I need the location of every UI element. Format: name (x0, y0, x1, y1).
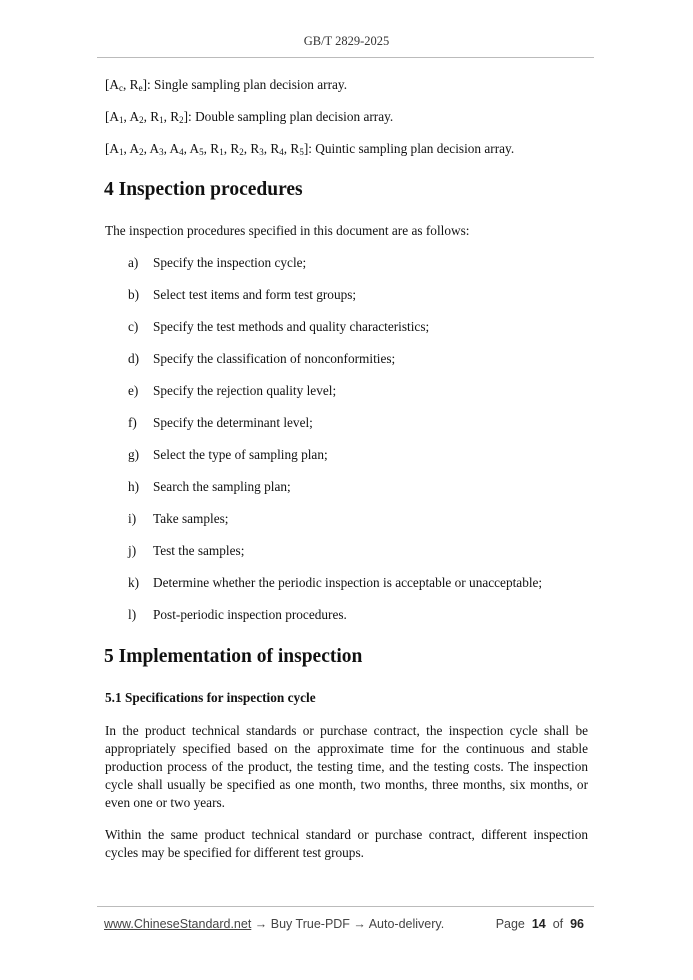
list-item: Determine whether the periodic inspection is acceptable or unacceptable; (153, 575, 543, 590)
list-item-marker: d) (128, 351, 140, 366)
subscript: 1 (119, 147, 124, 157)
subscript: 5 (199, 147, 204, 157)
section-5-1-heading: 5.1 Specifications for inspection cycle (105, 690, 316, 705)
text: ]: Single sampling plan decision array. (142, 77, 348, 92)
single-array-definition (105, 77, 347, 93)
text: ]: Quintic sampling plan decision array. (303, 141, 515, 156)
text: , A (123, 141, 140, 156)
list-item-marker: c) (128, 319, 139, 334)
list-item-marker: k) (128, 575, 140, 590)
list-item: Specify the classification of nonconformities; (153, 351, 396, 366)
list-item: Test the samples; (153, 543, 245, 558)
subscript: 1 (119, 115, 124, 125)
list-item: Search the sampling plan; (153, 479, 291, 494)
text: ]: Double sampling plan decision array. (183, 109, 394, 124)
list-item-marker: h) (128, 479, 140, 494)
list-item-marker: f) (128, 415, 137, 430)
quintic-array-definition (105, 141, 514, 157)
page-footer (104, 917, 584, 931)
text: , A (143, 141, 160, 156)
footer-divider (97, 906, 594, 907)
text: [A (105, 141, 120, 156)
subscript: c (119, 83, 124, 93)
test-groups-paragraph: Within the same product technical standard or purchase contract, different inspection cycles may be specified for different test groups. (105, 827, 588, 860)
list-item: Specify the test methods and quality characteristics; (153, 319, 430, 334)
section-5-heading: 5 Implementation of inspection (104, 646, 363, 667)
list-item-marker: a) (128, 255, 139, 270)
section-4-intro: The inspection procedures specified in this document are as follows: (105, 223, 470, 238)
subscript: 2 (139, 147, 144, 157)
text: , A (123, 109, 140, 124)
text: , R (163, 109, 180, 124)
list-item: Specify the inspection cycle; (153, 255, 307, 270)
list-item: Specify the determinant level; (153, 415, 313, 430)
subscript: 3 (259, 147, 264, 157)
current-page-number: 14 (531, 917, 546, 931)
text: , R (143, 109, 160, 124)
page-indicator (496, 917, 584, 931)
subscript: 2 (179, 115, 184, 125)
website-link[interactable]: www.ChineseStandard.net (104, 917, 252, 931)
subscript: 5 (299, 147, 304, 157)
text: , R (123, 77, 139, 92)
list-item: Take samples; (153, 511, 229, 526)
subscript: e (138, 83, 143, 93)
total-pages-number: 96 (570, 917, 584, 931)
list-item: Select the type of sampling plan; (153, 447, 328, 462)
list-item-marker: i) (128, 511, 137, 526)
text: , R (283, 141, 300, 156)
subscript: 1 (219, 147, 224, 157)
page-label: Page (495, 917, 525, 931)
text: , R (263, 141, 280, 156)
list-item-marker: l) (128, 607, 137, 622)
inspection-cycle-paragraph: In the product technical standards or purchase contract, the inspection cycle shall be appropriately specified based on the approximate time for the continuous and stable production process of the product, the testing time, and the testing costs. The inspection cycle shall usually be specified as one month, two months, three months, six months, or even one or two years. (105, 723, 588, 810)
list-item: Specify the rejection quality level; (153, 383, 337, 398)
document-code-header: GB/T 2829-2025 (303, 34, 390, 48)
double-array-definition (105, 109, 393, 125)
text: [A (105, 77, 120, 92)
subscript: 4 (279, 147, 284, 157)
of-label: of (552, 917, 564, 931)
text: , R (223, 141, 240, 156)
subscript: 2 (139, 115, 144, 125)
text: , R (243, 141, 260, 156)
text: [A (105, 109, 120, 124)
list-item: Select test items and form test groups; (153, 287, 357, 302)
section-4-heading: 4 Inspection procedures (104, 179, 303, 200)
list-item-marker: b) (128, 287, 140, 302)
list-item-marker: e) (128, 383, 139, 398)
text: , A (183, 141, 200, 156)
text: , A (163, 141, 180, 156)
text: , R (203, 141, 220, 156)
list-item-marker: j) (128, 543, 137, 558)
header-divider (97, 57, 594, 58)
promo-text: → Buy True-PDF → Auto-delivery. (251, 917, 445, 931)
subscript: 2 (239, 147, 244, 157)
subscript: 4 (179, 147, 184, 157)
list-item-marker: g) (128, 447, 140, 462)
list-item: Post-periodic inspection procedures. (153, 607, 347, 622)
subscript: 1 (159, 115, 164, 125)
subscript: 3 (159, 147, 164, 157)
